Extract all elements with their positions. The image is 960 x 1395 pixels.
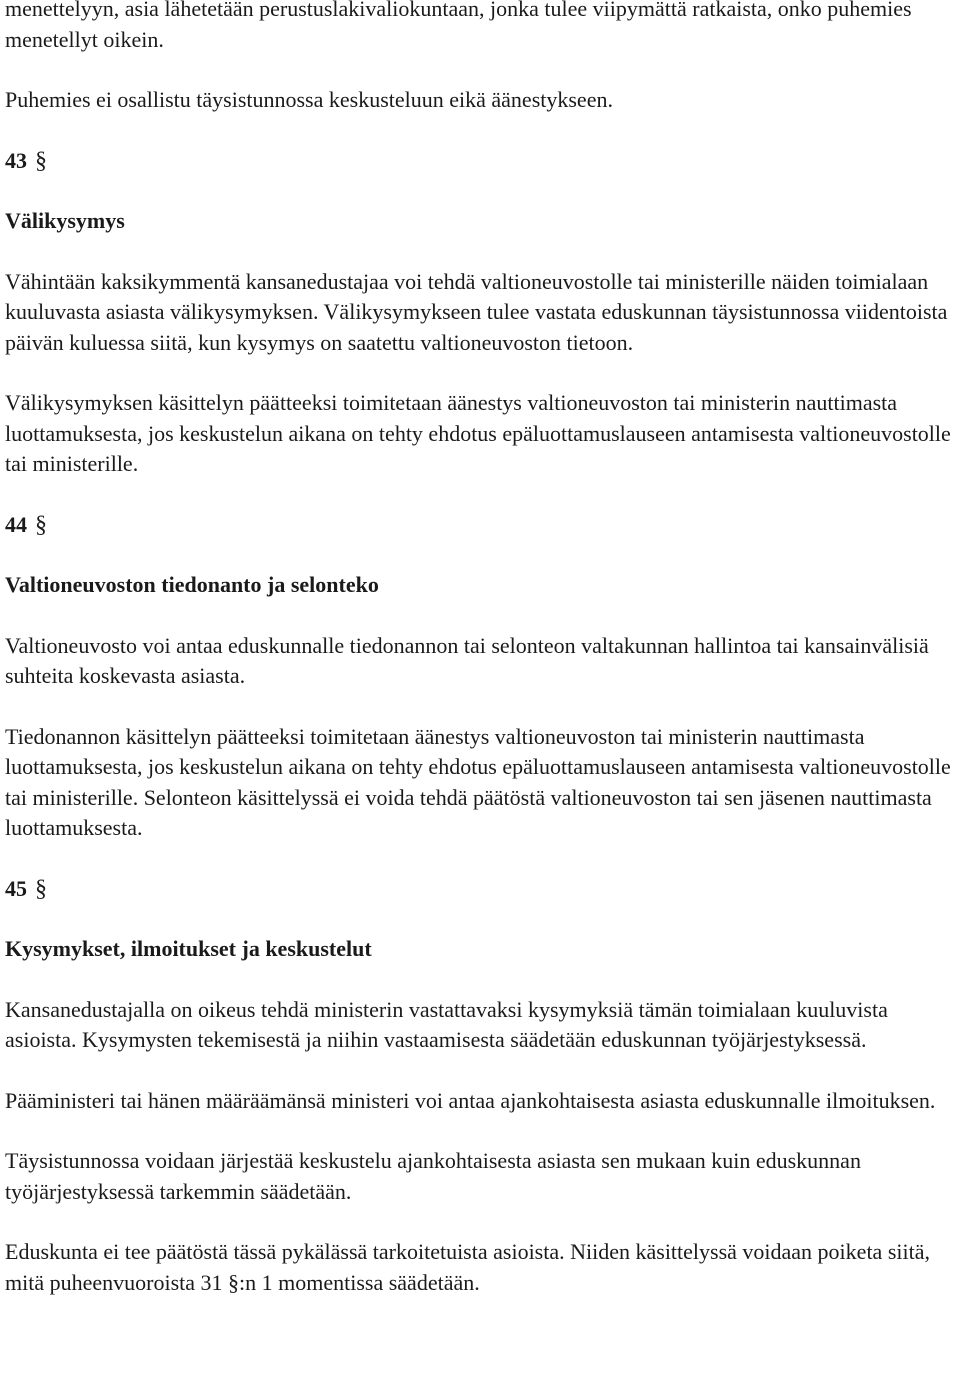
section-paragraph: Vähintään kaksikymmentä kansanedustajaa voi tehdä valtioneuvostolle tai ministerille näiden toimialaan kuuluvasta asiasta välikysymyksen. Välikysymykseen tulee vastata eduskunnan täysistunnossa viidentoista päivän kuluessa siitä, kun kysymys on saatettu valtioneuvoston tietoon. <box>5 268 948 355</box>
section-45 <box>5 874 957 1299</box>
section-title: Valtioneuvoston tiedonanto ja selonteko <box>5 572 379 597</box>
intro-paragraph-2: Puhemies ei osallistu täysistunnossa keskusteluun eikä äänestykseen. <box>5 87 613 112</box>
section-number <box>5 510 957 541</box>
section-number-value: 43 <box>5 147 27 173</box>
section-title: Kysymykset, ilmoitukset ja keskustelut <box>5 936 372 961</box>
section-paragraph: Täysistunnossa voidaan järjestää keskustelu ajankohtaisesta asiasta sen mukaan kuin eduskunnan työjärjestyksessä tarkemmin säädetään. <box>5 1148 861 1204</box>
section-number-value: 45 <box>5 875 27 901</box>
section-paragraph: Välikysymyksen käsittelyn päätteeksi toimitetaan äänestys valtioneuvoston tai ministerin nauttimasta luottamuksesta, jos keskustelun aikana on tehty ehdotus epäluottamuslauseen antamisesta valtioneuvostolle tai ministerille. <box>5 390 951 476</box>
section-paragraph: Tiedonannon käsittelyn päätteeksi toimitetaan äänestys valtioneuvoston tai ministerin nauttimasta luottamuksesta, jos keskustelun aikana on tehty ehdotus epäluottamuslauseen antamisesta valtioneuvostolle tai ministerille. Selonteon käsittelyssä ei voida tehdä päätöstä valtioneuvoston tai sen jäsenen nauttimasta luottamuksesta. <box>5 723 951 840</box>
section-number <box>5 146 957 177</box>
section-number <box>5 874 957 905</box>
intro-paragraph-1: menettelyyn, asia lähetetään perustuslakivaliokuntaan, jonka tulee viipymättä ratkaista, onko puhemies menetellyt oikein. <box>5 0 912 52</box>
section-sign-icon: § <box>35 511 47 538</box>
section-paragraph: Kansanedustajalla on oikeus tehdä ministerin vastattavaksi kysymyksiä tämän toimialaan kuuluvista asioista. Kysymysten tekemisestä ja niihin vastaamisesta säädetään eduskunnan työjärjestyksessä. <box>5 996 888 1052</box>
section-paragraph: Pääministeri tai hänen määräämänsä ministeri voi antaa ajankohtaisesta asiasta eduskunnalle ilmoituksen. <box>5 1087 936 1113</box>
section-43 <box>5 146 957 480</box>
section-44 <box>5 510 957 844</box>
section-title: Välikysymys <box>5 208 125 233</box>
section-paragraph: Eduskunta ei tee päätöstä tässä pykälässä tarkoitetuista asioista. Niiden käsittelyssä voidaan poiketa siitä, mitä puheenvuoroista 31 §:n 1 momentissa säädetään. <box>5 1239 930 1295</box>
section-paragraph: Valtioneuvosto voi antaa eduskunnalle tiedonannon tai selonteon valtakunnan hallintoa tai kansainvälisiä suhteita koskevasta asiasta. <box>5 632 929 688</box>
section-number-value: 44 <box>5 511 27 537</box>
section-sign-icon: § <box>35 147 47 174</box>
document-page <box>5 0 957 1328</box>
section-sign-icon: § <box>35 875 47 902</box>
